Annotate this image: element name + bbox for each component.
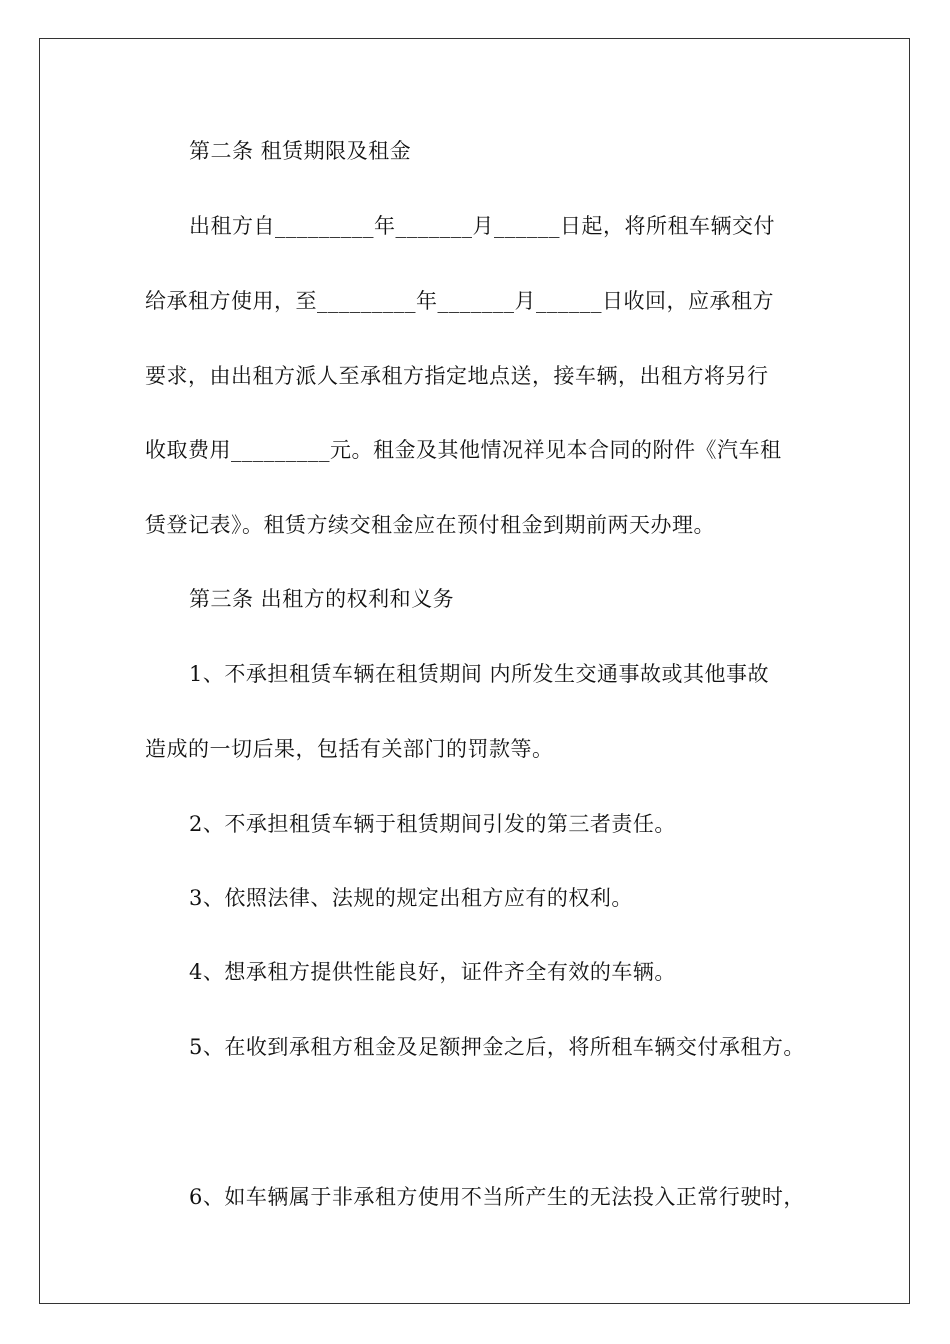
list-item-6: 6、如车辆属于非承租方使用不当所产生的无法投入正常行驶时， [189,1185,805,1209]
heading-article-2: 第二条 租赁期限及租金 [189,139,412,163]
paragraph-line: 要求，由出租方派人至承租方指定地点送，接车辆，出租方将另行 [145,364,769,388]
paragraph-line: 给承租方使用，至_________年_______月______日收回，应承租方 [145,289,774,313]
paragraph-line: 出租方自_________年_______月______日起，将所租车辆交付 [189,214,775,238]
list-item-3: 3、依照法律、法规的规定出租方应有的权利。 [189,886,633,910]
heading-article-3: 第三条 出租方的权利和义务 [189,587,455,611]
list-item-1: 1、不承担租赁车辆在租赁期间 内所发生交通事故或其他事故 [189,662,770,686]
paragraph-line: 赁登记表》。租赁方续交租金应在预付租金到期前两天办理。 [145,513,715,537]
list-item-5: 5、在收到承租方租金及足额押金之后，将所租车辆交付承租方。 [189,1035,805,1059]
list-item-2: 2、不承担租赁车辆于租赁期间引发的第三者责任。 [189,812,676,836]
paragraph-line: 收取费用_________元。租金及其他情况祥见本合同的附件《汽车租 [145,438,782,462]
list-item-1-continued: 造成的一切后果，包括有关部门的罚款等。 [145,737,554,761]
list-item-4: 4、想承租方提供性能良好，证件齐全有效的车辆。 [189,960,676,984]
